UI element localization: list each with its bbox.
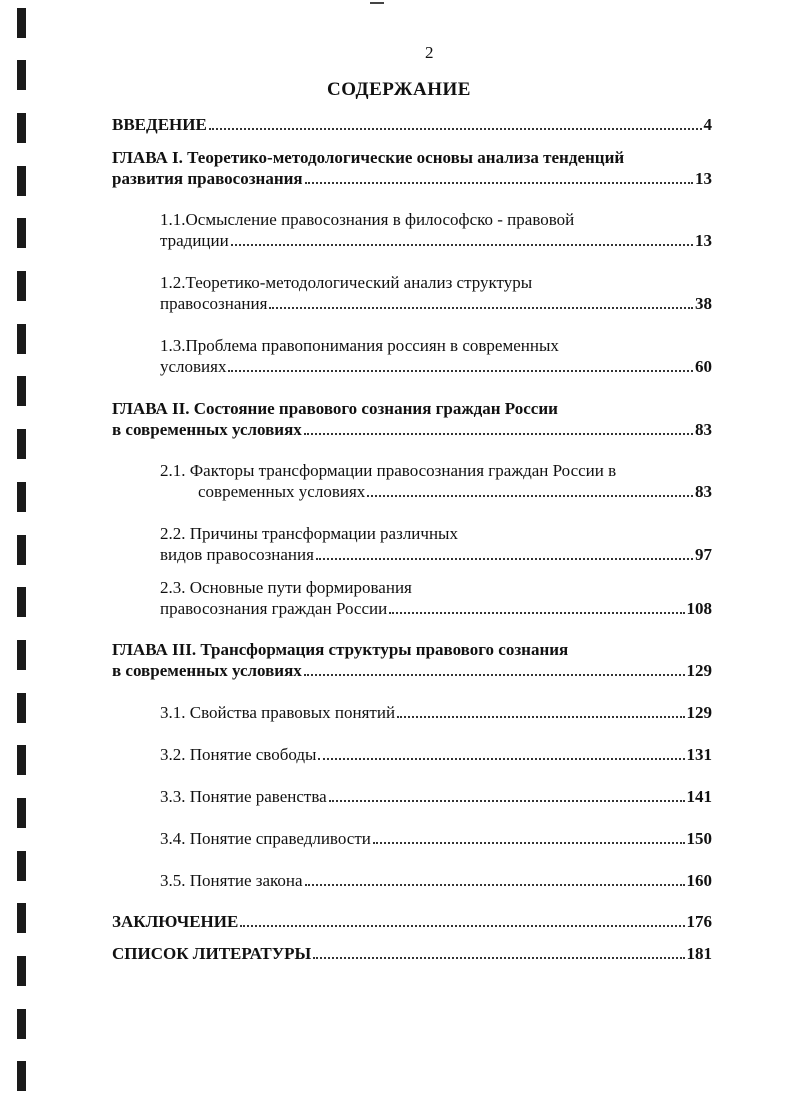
leader-dots (367, 495, 693, 497)
leader-dots (228, 370, 693, 372)
binder-hole (17, 903, 26, 933)
toc-page-number: 38 (695, 294, 712, 313)
binder-hole (17, 482, 26, 512)
toc-entry-text: видов правосознания (160, 545, 314, 564)
toc-entry-text: условиях (160, 357, 227, 376)
toc-entry-text: современных условиях (198, 482, 366, 501)
toc-page-number: 181 (686, 944, 712, 963)
toc-entry-text: 1.3.Проблема правопонимания россиян в современных (160, 336, 559, 355)
toc-entry-section-3-4 (160, 828, 712, 849)
toc-entry-text: 3.4. Понятие справедливости (160, 829, 371, 848)
toc-entry-conclusion (112, 911, 712, 932)
toc-entry-chapter-1 (112, 147, 712, 189)
binder-hole (17, 376, 26, 406)
binder-hole (17, 587, 26, 617)
binder-hole (17, 429, 26, 459)
toc-entry-text: 3.2. Понятие свободы (160, 745, 317, 764)
toc-page-number: 129 (686, 703, 712, 722)
toc-entry-text: СПИСОК ЛИТЕРАТУРЫ (112, 944, 312, 963)
binder-hole (17, 745, 26, 775)
leader-dots (304, 433, 693, 435)
toc-page-number: 131 (686, 745, 712, 764)
leader-dots (305, 182, 693, 184)
leader-dots (313, 957, 684, 959)
toc-entry-text: 1.2.Теоретико-методологический анализ структуры (160, 273, 533, 292)
toc-entry-text: правосознания (160, 294, 268, 313)
binder-hole (17, 640, 26, 670)
toc-entry-text: в современных условиях (112, 661, 302, 680)
binder-hole (17, 324, 26, 354)
toc-entry-text: ГЛАВА I. Теоретико-методологические основы анализа тенденций (112, 148, 625, 167)
toc-entry-section-2-2 (160, 523, 712, 565)
toc-entry-text: 3.1. Свойства правовых понятий (160, 703, 396, 722)
binder-hole (17, 693, 26, 723)
binder-hole (17, 113, 26, 143)
toc-page-number: 129 (686, 661, 712, 680)
leader-dots (304, 674, 685, 676)
toc-page-number: 108 (686, 599, 712, 618)
toc-page-number: 4 (703, 115, 712, 134)
toc-page-number: 97 (695, 545, 712, 564)
toc-entry-section-3-1 (160, 702, 712, 723)
leader-dots (329, 800, 685, 802)
toc-entry-text: 1.1.Осмысление правосознания в философско - правовой (160, 210, 575, 229)
page-title: СОДЕРЖАНИЕ (327, 79, 471, 100)
leader-dots (389, 612, 684, 614)
toc-entry-text: 2.3. Основные пути формирования (160, 578, 412, 597)
toc-entry-text: развития правосознания (112, 169, 303, 188)
toc-entry-text: традиции (160, 231, 229, 250)
toc-entry-section-1-1 (160, 209, 712, 251)
leader-dots (209, 128, 702, 130)
binder-hole (17, 851, 26, 881)
leader-dots (231, 244, 693, 246)
toc-entry-text: 3.5. Понятие закона (160, 871, 303, 890)
binder-hole (17, 271, 26, 301)
binder-margin (17, 0, 29, 1096)
toc-entry-text: 3.3. Понятие равенства (160, 787, 327, 806)
toc-entry-chapter-3 (112, 639, 712, 681)
toc-entry-text: ВВЕДЕНИЕ (112, 115, 207, 134)
toc-entry-section-1-3 (160, 335, 712, 377)
leader-dots (305, 884, 685, 886)
leader-dots (240, 925, 684, 927)
toc-entry-bibliography (112, 943, 712, 964)
page-number: 2 (425, 43, 434, 62)
binder-hole (17, 956, 26, 986)
toc-entry-section-3-2 (160, 744, 712, 765)
binder-hole (17, 218, 26, 248)
toc-page-number: 150 (686, 829, 712, 848)
toc-page-number: 83 (695, 420, 712, 439)
toc-entry-text: ГЛАВА II. Состояние правового сознания граждан России (112, 399, 558, 418)
toc-page-number: 60 (695, 357, 712, 376)
scan-artifact (370, 2, 384, 4)
toc-page-number: 176 (686, 912, 712, 931)
binder-hole (17, 535, 26, 565)
toc-entry-intro (112, 114, 712, 135)
toc-entry-section-2-1 (160, 460, 712, 502)
toc-entry-text: ЗАКЛЮЧЕНИЕ (112, 912, 239, 931)
toc-page-number: 83 (695, 482, 712, 501)
toc-entry-text: 2.1. Факторы трансформации правосознания граждан России в (160, 461, 617, 480)
leader-dots (269, 307, 693, 309)
toc-page-number: 13 (695, 169, 712, 188)
toc-entry-section-2-3 (160, 577, 712, 619)
binder-hole (17, 8, 26, 38)
toc-entry-text: правосознания граждан России (160, 599, 388, 618)
leader-dots (397, 716, 684, 718)
toc-entry-section-3-5 (160, 870, 712, 891)
binder-hole (17, 798, 26, 828)
toc-entry-text: ГЛАВА III. Трансформация структуры правового сознания (112, 640, 569, 659)
toc-entry-section-3-3 (160, 786, 712, 807)
binder-hole (17, 1061, 26, 1091)
toc-page-number: 141 (686, 787, 712, 806)
leader-dots (318, 758, 684, 760)
toc-entry-chapter-2 (112, 398, 712, 440)
toc-page-number: 13 (695, 231, 712, 250)
toc-page-number: 160 (686, 871, 712, 890)
binder-hole (17, 166, 26, 196)
leader-dots (316, 558, 693, 560)
toc-entry-text: 2.2. Причины трансформации различных (160, 524, 458, 543)
toc-entry-section-1-2 (160, 272, 712, 314)
binder-hole (17, 1009, 26, 1039)
toc-entry-text: в современных условиях (112, 420, 302, 439)
leader-dots (373, 842, 685, 844)
